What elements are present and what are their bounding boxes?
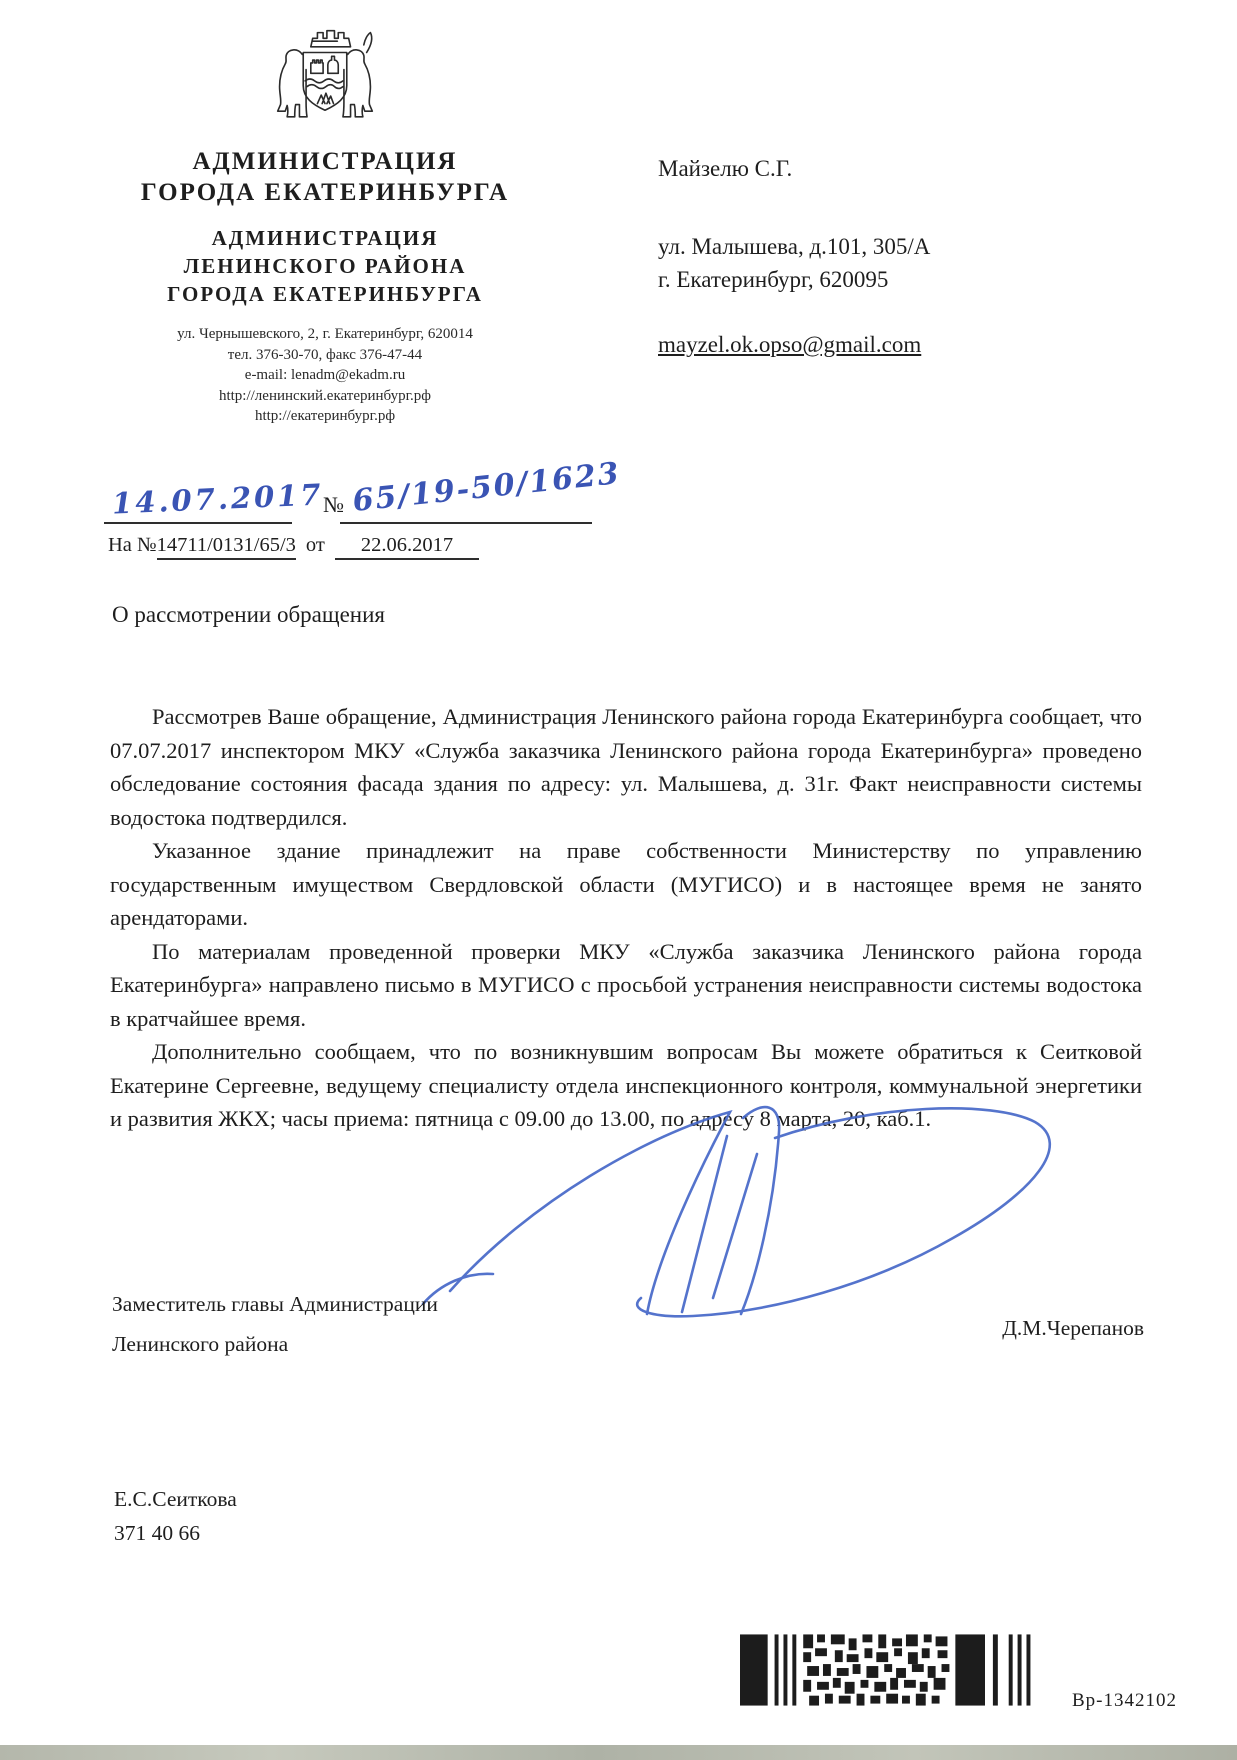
sender-site-city: http://екатеринбург.рф xyxy=(254,408,396,424)
org-name-city-line1: АДМИНИСТРАЦИЯ xyxy=(192,148,458,175)
barcode-label: Вр-1342102 xyxy=(1072,1690,1177,1711)
sender-address: ул. Чернышевского, 2, г. Екатеринбург, 620014 xyxy=(177,326,473,342)
incoming-ref-number: 14711/0131/65/3 xyxy=(157,534,296,560)
org-name-city-line2: ГОРОДА ЕКАТЕРИНБУРГА xyxy=(140,179,510,206)
signer-position xyxy=(112,1284,438,1364)
number-sign: № xyxy=(323,492,344,517)
recipient-address-line1: ул. Малышева, д.101, 305/А xyxy=(658,234,931,259)
signer-position-line1: Заместитель главы Администрации xyxy=(112,1292,438,1316)
signer-name: Д.М.Черепанов xyxy=(1002,1316,1144,1340)
recipient-address-line2: г. Екатеринбург, 620095 xyxy=(658,267,889,292)
date-blank-line xyxy=(104,522,292,524)
org-name-district-line3: ГОРОДА ЕКАТЕРИНБУРГА xyxy=(167,282,483,306)
outgoing-date-handwritten: 14.07.2017 xyxy=(111,477,325,521)
sender-site-district: http://ленинский.екатеринбург.рф xyxy=(218,387,432,404)
outgoing-number-handwritten: 65/19-50/1623 xyxy=(350,456,623,519)
subject-line: О рассмотрении обращения xyxy=(112,602,385,627)
incoming-ref-label: На № xyxy=(108,534,157,556)
signer-position-line2: Ленинского района xyxy=(112,1332,289,1356)
body-paragraph: Дополнительно сообщаем, что по возникнувшим вопросам Вы можете обратиться к Сеитковой Екатерине Сергеевне, ведущему специалисту отдела инспекционного контроля, коммунальной энергетики и развития ЖКХ; часы приема: пятница с 09.00 до 13.00, по адресу 8 марта, 20, каб.1. xyxy=(110,1039,1142,1131)
coat-of-arms-icon xyxy=(268,26,382,132)
recipient-email: mayzel.ok.opso@gmail.com xyxy=(658,332,922,357)
sender-phone-fax: тел. 376-30-70, факс 376-47-44 xyxy=(227,346,423,363)
recipient-name: Майзелю С.Г. xyxy=(658,156,793,181)
body-paragraph: По материалам проведенной проверки МКУ «Служба заказчика Ленинского района города Екатеринбурга» направлено письмо в МУГИСО с просьбой устранения неисправности системы водостока в кратчайшее время. xyxy=(110,938,1142,1031)
executor-name: Е.С.Сеиткова xyxy=(114,1487,237,1511)
number-blank-line xyxy=(340,522,592,524)
incoming-ref-date: 22.06.2017 xyxy=(335,534,479,560)
recipient-block xyxy=(658,152,930,361)
org-name-district-line1: АДМИНИСТРАЦИЯ xyxy=(211,226,439,250)
sender-letterhead xyxy=(95,26,555,427)
body-paragraph: Указанное здание принадлежит на праве собственности Министерству по управлению государственным имуществом Свердловской области (МУГИСО) и в настоящее время не занято арендаторами. xyxy=(110,838,1142,930)
body-paragraph: Рассмотрев Ваше обращение, Администрация Ленинского района города Екатеринбурга сообщает, что 07.07.2017 инспектором МКУ «Служба заказчика Ленинского района города Екатеринбурга» проведено обследование состояния фасада здания по адресу: ул. Малышева, д. 31г. Факт неисправности системы водостока подтвердился. xyxy=(110,704,1142,830)
executor-phone: 371 40 66 xyxy=(114,1521,200,1545)
barcode-icon xyxy=(740,1634,1066,1706)
incoming-ref-ot: от xyxy=(305,534,325,556)
executor-block xyxy=(114,1482,237,1550)
incoming-reference-row xyxy=(108,534,479,557)
scan-edge-artifact xyxy=(0,1745,1237,1760)
org-name-district-line2: ЛЕНИНСКОГО РАЙОНА xyxy=(183,254,467,278)
sender-email: e-mail: lenadm@ekadm.ru xyxy=(244,367,406,383)
letter-body xyxy=(110,700,1142,1136)
